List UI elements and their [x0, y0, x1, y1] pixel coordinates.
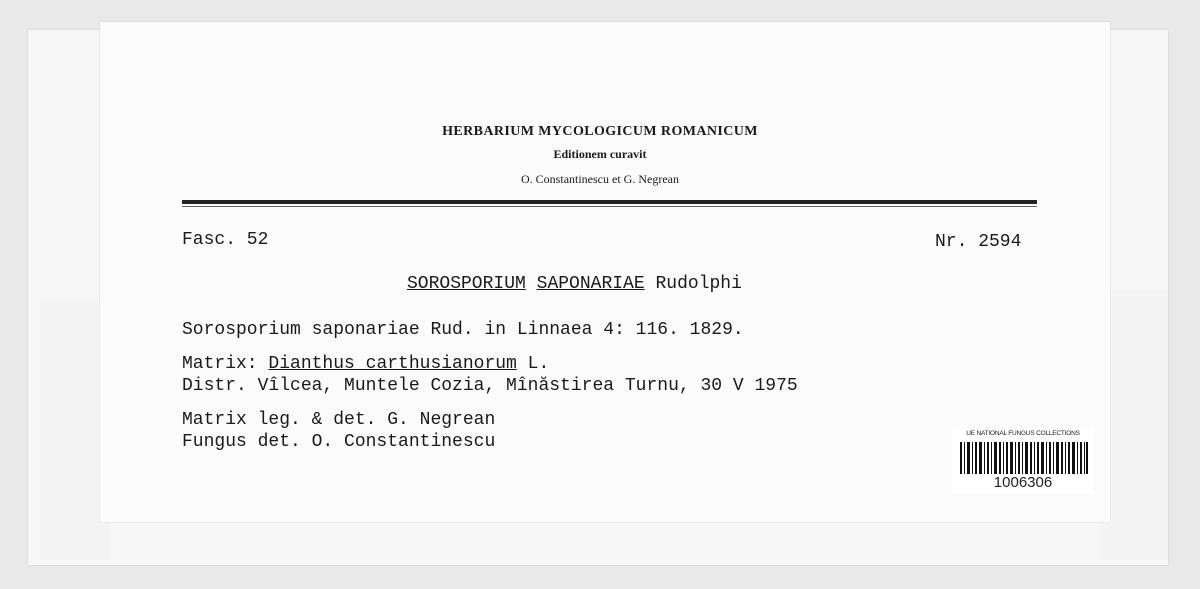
barcode-caption: UE NATIONAL FUNGUS COLLECTIONS — [966, 430, 1080, 437]
taxon-author: Rudolphi — [655, 274, 742, 294]
barcode-number: 1006306 — [993, 474, 1053, 491]
locality: Distr. Vîlcea, Muntele Cozia, Mînăstirea Turnu, 30 V 1975 — [182, 376, 798, 396]
herbarium-title: HERBARIUM MYCOLOGICUM ROMANICUM — [442, 124, 758, 139]
matrix-prefix: Matrix: — [182, 354, 269, 374]
collector-line: Matrix leg. & det. G. Negrean — [182, 410, 496, 430]
exsiccata-number: Nr. 2594 — [935, 232, 1022, 252]
header-rule — [182, 200, 1037, 204]
taxon-genus: SOROSPORIUM — [407, 274, 526, 294]
herbarium-editors: O. Constantinescu et G. Negrean — [521, 172, 679, 186]
barcode-label — [952, 428, 1094, 494]
herbarium-subtitle: Editionem curavit — [553, 147, 647, 161]
matrix-line — [182, 354, 549, 374]
determiner-line: Fungus det. O. Constantinescu — [182, 432, 496, 452]
barcode-icon — [960, 442, 1088, 474]
matrix-host: Dianthus carthusianorum — [268, 354, 517, 374]
fascicle-number: Fasc. 52 — [182, 230, 269, 250]
header-rule-thin — [182, 206, 1037, 207]
paper-strip-right — [1100, 290, 1168, 560]
matrix-suffix: L. — [516, 354, 550, 374]
citation: Sorosporium saponariae Rud. in Linnaea 4: 116. 1829. — [182, 320, 744, 340]
taxon-species: SAPONARIAE — [536, 274, 645, 294]
taxon-name — [407, 274, 742, 294]
